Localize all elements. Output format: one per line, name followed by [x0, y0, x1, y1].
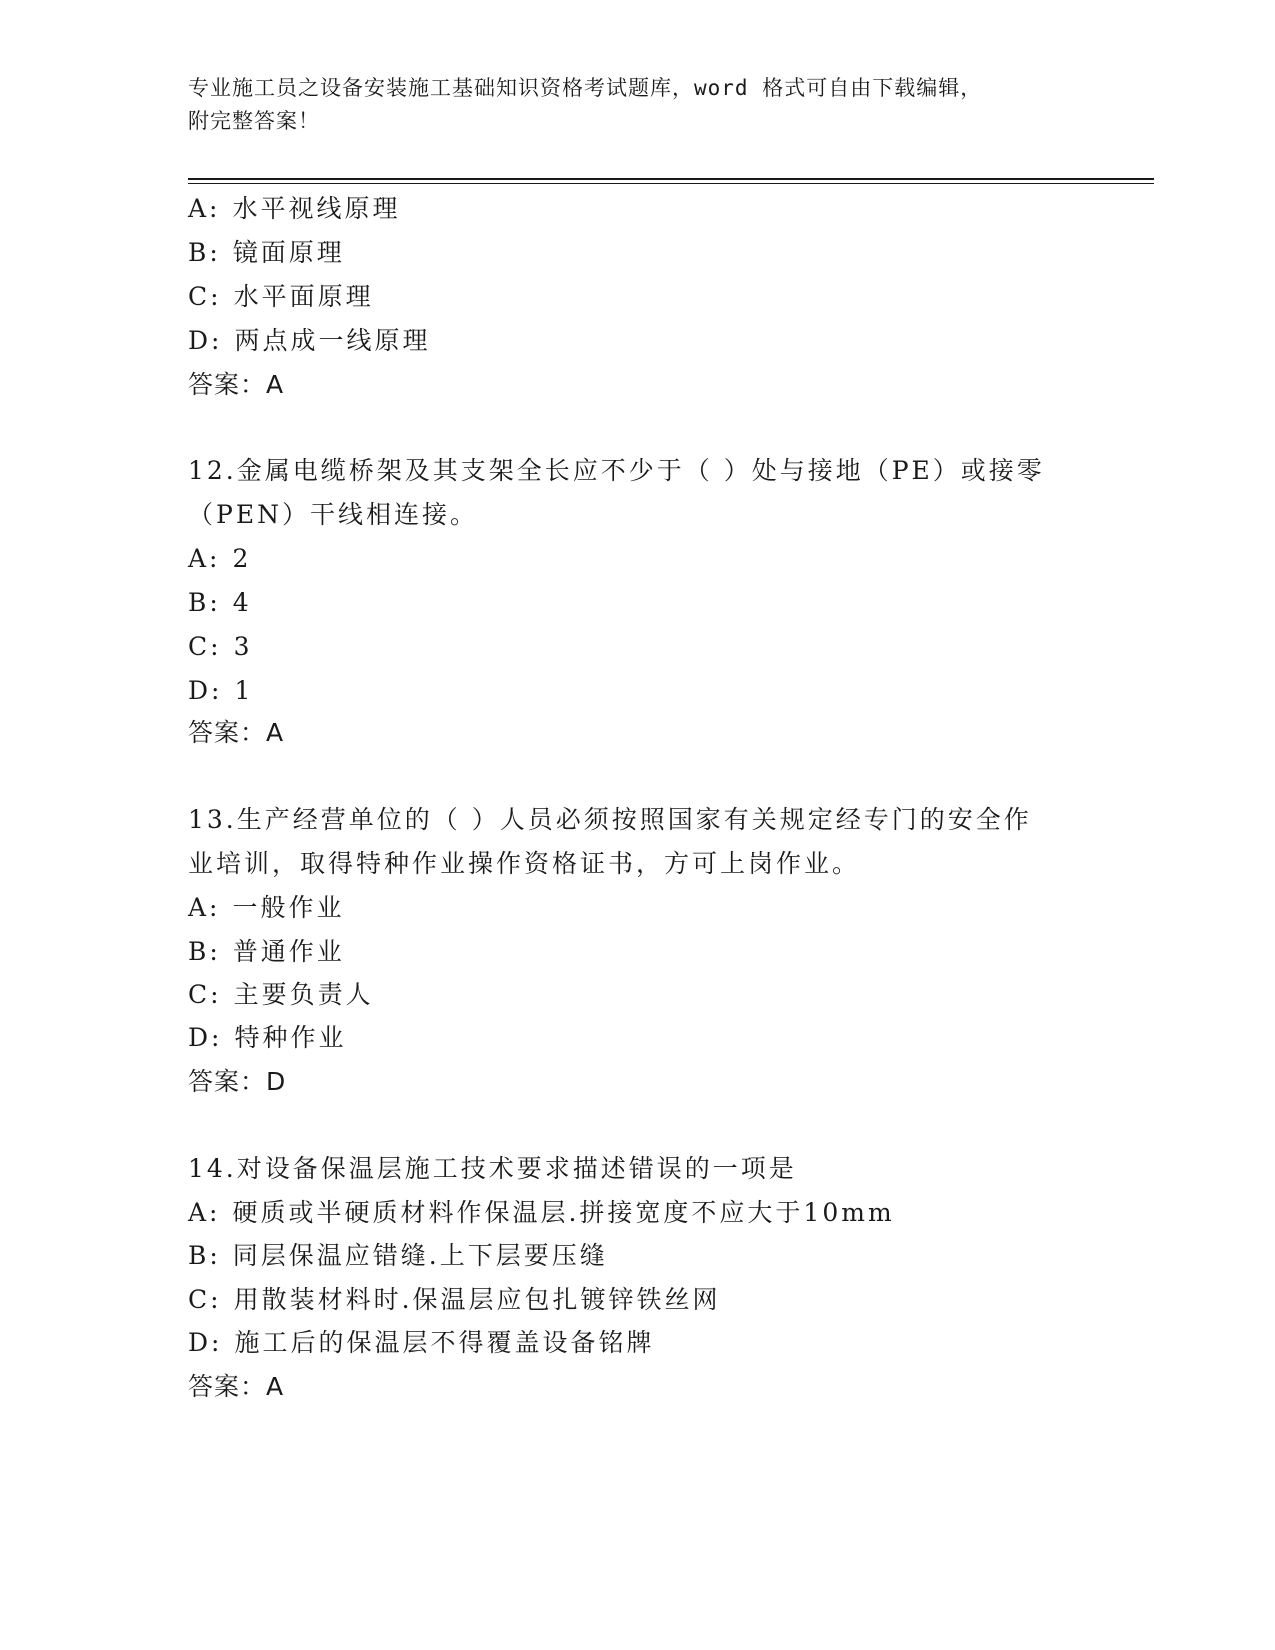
- option-text: 普通作业: [232, 937, 345, 966]
- header-divider-thin: [188, 183, 1154, 184]
- q12-stem-line-1: 12.金属电缆桥架及其支架全长应不少于（ ）处与接地（PE）或接零: [188, 456, 1045, 485]
- q11-answer: 答案：A: [188, 370, 285, 399]
- q12-option-a: [188, 543, 251, 575]
- option-label: C:: [188, 282, 222, 311]
- option-text: 两点成一线原理: [234, 326, 431, 355]
- header-divider-thick: [188, 178, 1154, 180]
- q13-option-c: [188, 979, 374, 1011]
- option-label: B:: [188, 937, 221, 966]
- option-text: 镜面原理: [232, 238, 345, 267]
- header-line-2: 附完整答案！: [188, 109, 320, 133]
- option-label: D:: [188, 1023, 223, 1052]
- option-label: A:: [188, 893, 221, 922]
- option-text: 4: [232, 588, 252, 617]
- option-label: D:: [188, 1328, 223, 1357]
- q11-option-d: [188, 325, 430, 357]
- option-label: C:: [188, 1285, 222, 1314]
- option-text: 同层保温应错缝.上下层要压缝: [232, 1241, 608, 1270]
- q13-option-b: [188, 936, 345, 968]
- option-label: C:: [188, 632, 222, 661]
- option-label: D:: [188, 676, 223, 705]
- q12-option-d: [188, 675, 253, 707]
- q14-stem-line-1: 14.对设备保温层施工技术要求描述错误的一项是: [188, 1154, 797, 1183]
- q13-answer: 答案：D: [188, 1067, 287, 1096]
- option-label: A:: [188, 194, 221, 223]
- option-label: B:: [188, 588, 221, 617]
- option-text: 2: [232, 544, 252, 573]
- q12-option-b: [188, 587, 252, 619]
- option-text: 1: [234, 676, 254, 705]
- q14-option-d: [188, 1327, 654, 1359]
- q14-option-b: [188, 1240, 608, 1272]
- option-text: 水平面原理: [233, 282, 374, 311]
- q11-option-b: [188, 237, 345, 269]
- q11-option-c: [188, 281, 374, 313]
- q11-option-a: [188, 193, 401, 225]
- option-text: 水平视线原理: [232, 194, 401, 223]
- header-line-1: 专业施工员之设备安装施工基础知识资格考试题库，word 格式可自由下载编辑，: [188, 76, 983, 100]
- option-label: B:: [188, 238, 221, 267]
- option-text: 3: [233, 632, 253, 661]
- document-header: [188, 72, 1068, 138]
- q12-option-c: [188, 631, 252, 663]
- q13-option-a: [188, 892, 345, 924]
- q14-option-c: [188, 1284, 721, 1316]
- option-text: 施工后的保温层不得覆盖设备铭牌: [234, 1328, 655, 1357]
- option-text: 主要负责人: [233, 980, 374, 1009]
- q14-answer: 答案：A: [188, 1372, 285, 1401]
- option-label: A:: [188, 1198, 221, 1227]
- option-label: A:: [188, 544, 221, 573]
- option-text: 特种作业: [234, 1023, 347, 1052]
- q13-stem-line-1: 13.生产经营单位的（ ）人员必须按照国家有关规定经专门的安全作: [188, 805, 1032, 834]
- option-label: C:: [188, 980, 222, 1009]
- q12-answer: 答案：A: [188, 718, 285, 747]
- option-text: 用散装材料时.保温层应包扎镀锌铁丝网: [233, 1285, 721, 1314]
- q13-option-d: [188, 1022, 346, 1054]
- option-text: 一般作业: [232, 893, 345, 922]
- option-label: B:: [188, 1241, 221, 1270]
- q12-stem-line-2: （PEN）干线相连接。: [188, 500, 478, 529]
- option-label: D:: [188, 326, 223, 355]
- option-text: 硬质或半硬质材料作保温层.拼接宽度不应大于10mm: [232, 1198, 895, 1227]
- q13-stem-line-2: 业培训，取得特种作业操作资格证书，方可上岗作业。: [188, 849, 861, 878]
- q14-option-a: [188, 1197, 895, 1229]
